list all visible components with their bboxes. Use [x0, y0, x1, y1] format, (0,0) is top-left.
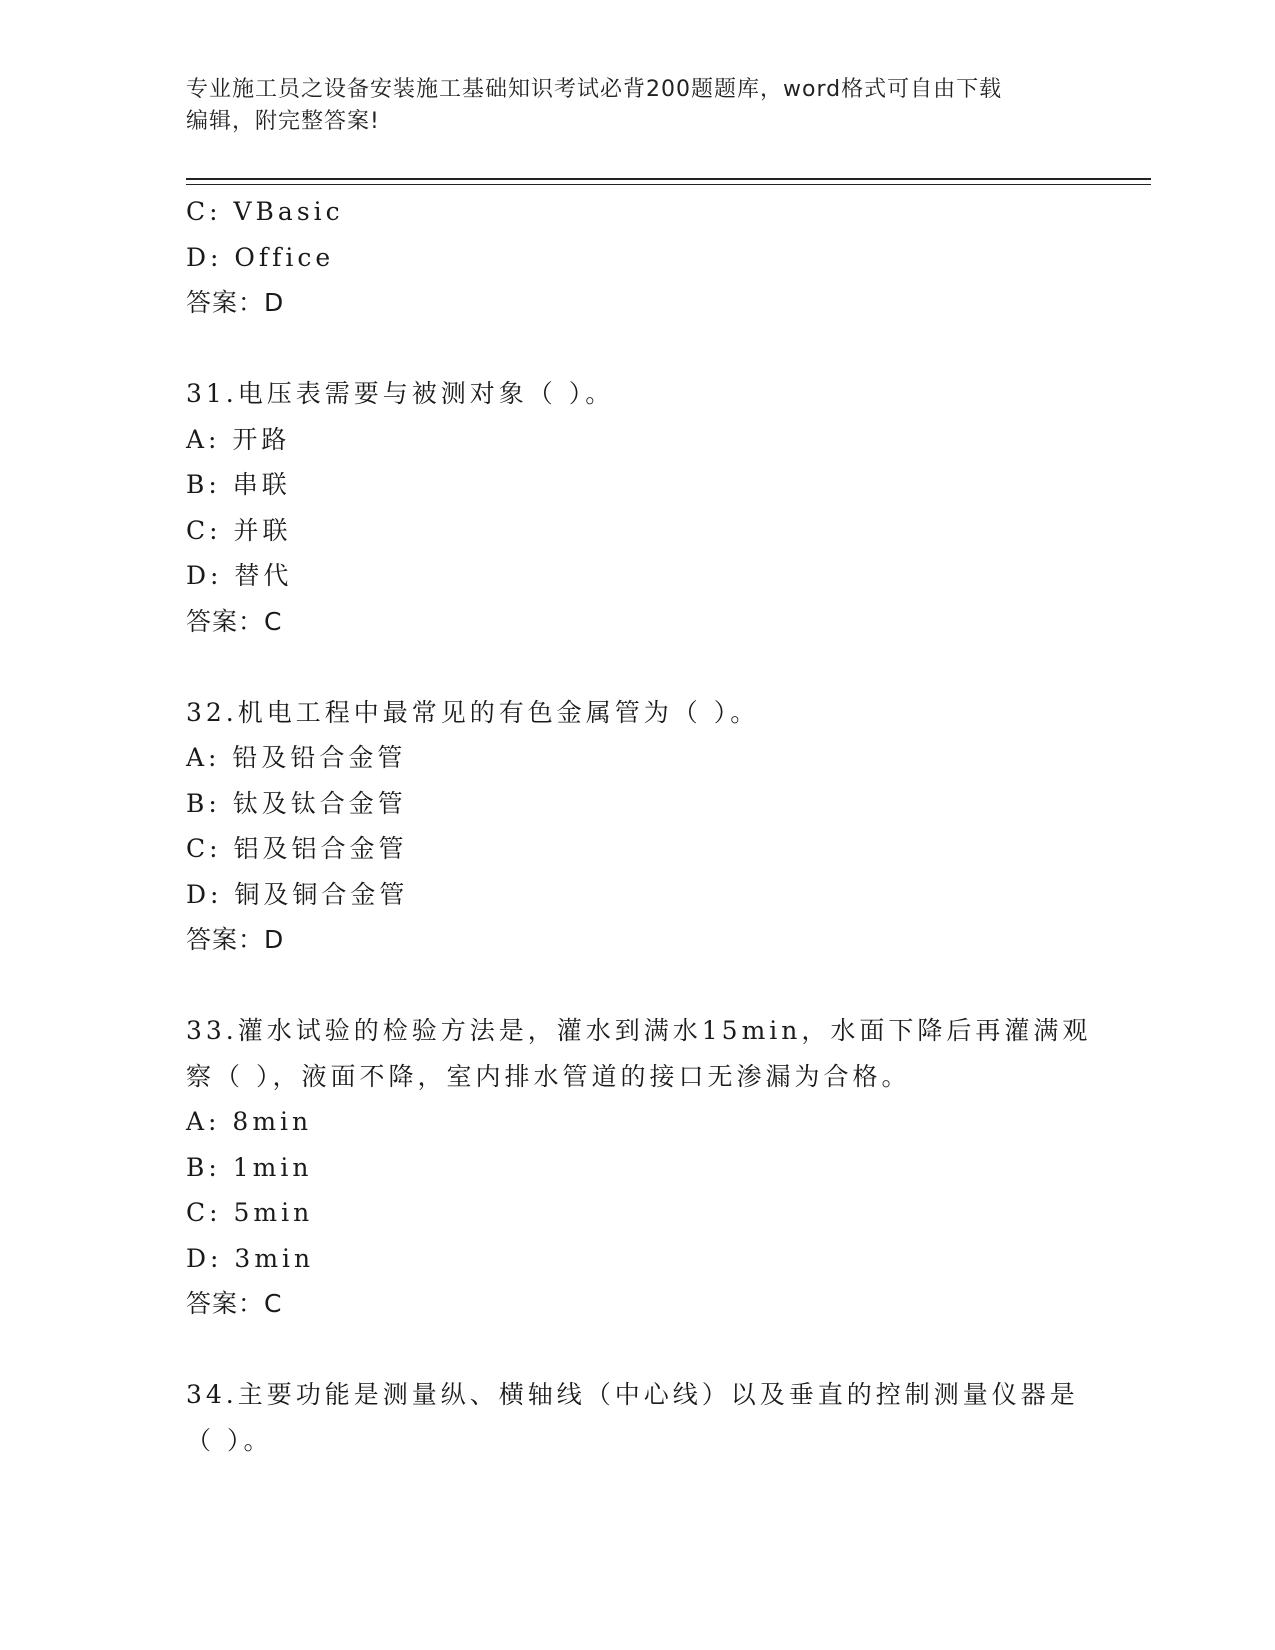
question-32	[186, 690, 1151, 963]
question-stem-line-1: 34.主要功能是测量纵、横轴线（中心线）以及垂直的控制测量仪器是	[186, 1380, 1079, 1409]
spacer	[186, 1327, 1151, 1373]
question-33	[186, 1008, 1151, 1327]
document-header	[186, 74, 1066, 138]
spacer	[186, 326, 1151, 372]
question-stem-line-2: （ ）。	[186, 1425, 273, 1455]
answer-line: 答案：C	[186, 606, 283, 636]
option-b: B: 串联	[186, 470, 291, 499]
answer-line: 答案：D	[186, 288, 285, 317]
question-stem-line-1: 33.灌水试验的检验方法是，灌水到满水15min，水面下降后再灌满观	[186, 1016, 1092, 1045]
question-31	[186, 371, 1151, 644]
answer-line: 答案：C	[186, 1289, 283, 1318]
option-c: C: 5min	[186, 1198, 314, 1227]
spacer	[186, 963, 1151, 1009]
header-line-2: 编辑，附完整答案!	[186, 109, 380, 134]
option-c: C: VBasic	[186, 197, 344, 226]
option-c: C: 铝及铝合金管	[186, 834, 408, 863]
option-b: B: 钛及钛合金管	[186, 788, 407, 818]
option-a: A: 铅及铅合金管	[186, 743, 407, 772]
option-a: A: 8min	[186, 1107, 313, 1136]
spacer	[186, 644, 1151, 690]
option-d: D: 铜及铜合金管	[186, 879, 409, 909]
option-d: D: 替代	[186, 561, 293, 590]
header-line-1: 专业施工员之设备安装施工基础知识考试必背200题题库，word格式可自由下载	[186, 77, 1003, 102]
option-d: D: Office	[186, 242, 335, 272]
option-d: D: 3min	[186, 1243, 315, 1273]
question-stem: 31.电压表需要与被测对象（ ）。	[186, 379, 615, 408]
header-divider	[186, 178, 1151, 185]
question-stem-line-2: 察（ ），液面不降，室内排水管道的接口无渗漏为合格。	[186, 1061, 911, 1091]
option-b: B: 1min	[186, 1152, 313, 1182]
option-c: C: 并联	[186, 515, 292, 545]
question-stem: 32.机电工程中最常见的有色金属管为（ ）。	[186, 697, 760, 727]
question-34	[186, 1372, 1151, 1463]
option-a: A: 开路	[186, 424, 291, 454]
answer-line: 答案：D	[186, 925, 285, 954]
question-30-tail	[186, 189, 1151, 326]
question-content	[186, 189, 1151, 1463]
